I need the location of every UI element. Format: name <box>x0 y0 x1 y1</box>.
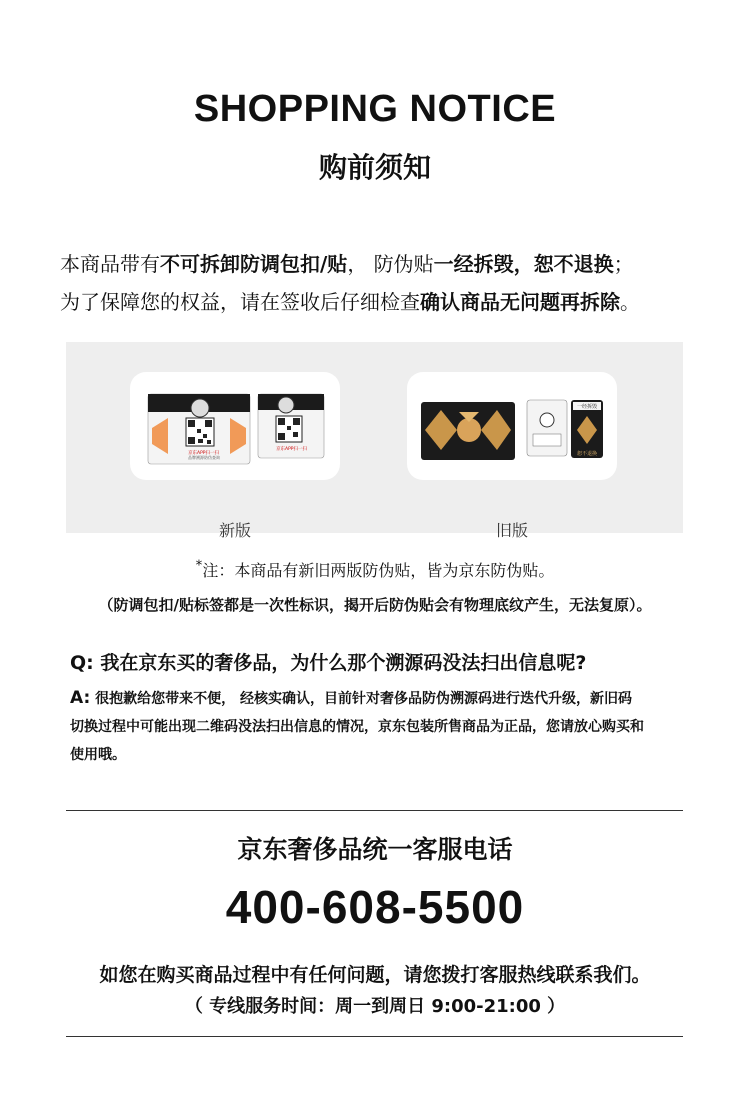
page-title-chinese: 购前须知 <box>318 151 431 184</box>
hotline-title: 京东奢侈品统一客服电话 <box>237 835 513 864</box>
hotline-contact-text: 如您在购买商品过程中有任何问题，请您拨打客服热线联系我们。 <box>99 964 651 986</box>
label-comparison-panel <box>66 342 683 540</box>
note-text: 注：本商品有新旧两版防伪贴，皆为京东防伪贴。 <box>202 561 555 580</box>
faq-answer-line-3: 使用哦。 <box>70 747 126 763</box>
intro-text: 。 <box>620 290 640 314</box>
faq-answer-lead: A: <box>70 688 91 708</box>
note2-emphasis: 揭开后防伪贴会有物理底纹产生，无法复原 <box>343 596 629 614</box>
new-version-label: 新版 <box>218 521 251 540</box>
hotline-phone-number[interactable]: 400-608-5500 <box>225 881 525 933</box>
intro-line-2 <box>60 282 700 322</box>
new-version-label-image <box>130 372 340 480</box>
page-title-english: SHOPPING NOTICE <box>193 88 557 130</box>
old-version-label-image <box>407 372 617 480</box>
intro-emphasis: 不可拆卸防调包扣/贴 <box>160 252 348 276</box>
divider-bottom <box>66 1036 683 1037</box>
hotline-service-hours: （ 专线服务时间：周一到周日 9:00-21:00 ） <box>184 996 566 1017</box>
old-version-label: 旧版 <box>495 521 528 540</box>
faq-answer-text: 很抱歉给您带来不便， 经核实确认，目前针对奢侈品防伪溯源码进行迭代升级，新旧码 <box>90 691 633 707</box>
one-time-label-note <box>0 594 750 615</box>
intro-emphasis: 确认商品无问题再拆除 <box>420 290 620 314</box>
intro-text: ， 防伪贴 <box>347 252 434 276</box>
intro-line-1 <box>60 244 700 284</box>
new-label-brand-subtext: 品牌溯源防伪查询 <box>188 455 220 460</box>
new-label-brand-text: 京东APP扫一扫 <box>188 451 220 456</box>
new-version-card <box>130 372 340 540</box>
note2-open: （防调包扣/贴标签都是一次性标识， <box>98 596 344 614</box>
old-version-card <box>407 372 617 540</box>
divider-top <box>66 810 683 811</box>
intro-text: 本商品带有 <box>60 252 160 276</box>
old-label-tag-top: 一经拆毁 <box>577 404 598 410</box>
faq-answer-line-2: 切换过程中可能出现二维码没法扫出信息的情况，京东包装所售商品为正品，您请放心购买和 <box>70 719 644 735</box>
intro-emphasis: 一经拆毁，恕不退换 <box>433 252 614 276</box>
faq-answer-line-1 <box>70 684 685 713</box>
note-asterisk: * <box>195 558 203 574</box>
version-note <box>0 558 750 581</box>
intro-text: ； <box>613 252 634 276</box>
note2-close: ）。 <box>628 596 652 614</box>
faq-question: Q: 我在京东买的奢侈品，为什么那个溯源码没法扫出信息呢? <box>70 652 587 674</box>
old-label-tag-bottom: 恕不退换 <box>577 451 598 457</box>
faq-answer <box>70 684 685 769</box>
intro-text: 为了保障您的权益，请在签收后仔细检查 <box>60 290 420 314</box>
new-label-brand-text-2: 京东APP扫一扫 <box>276 447 308 452</box>
